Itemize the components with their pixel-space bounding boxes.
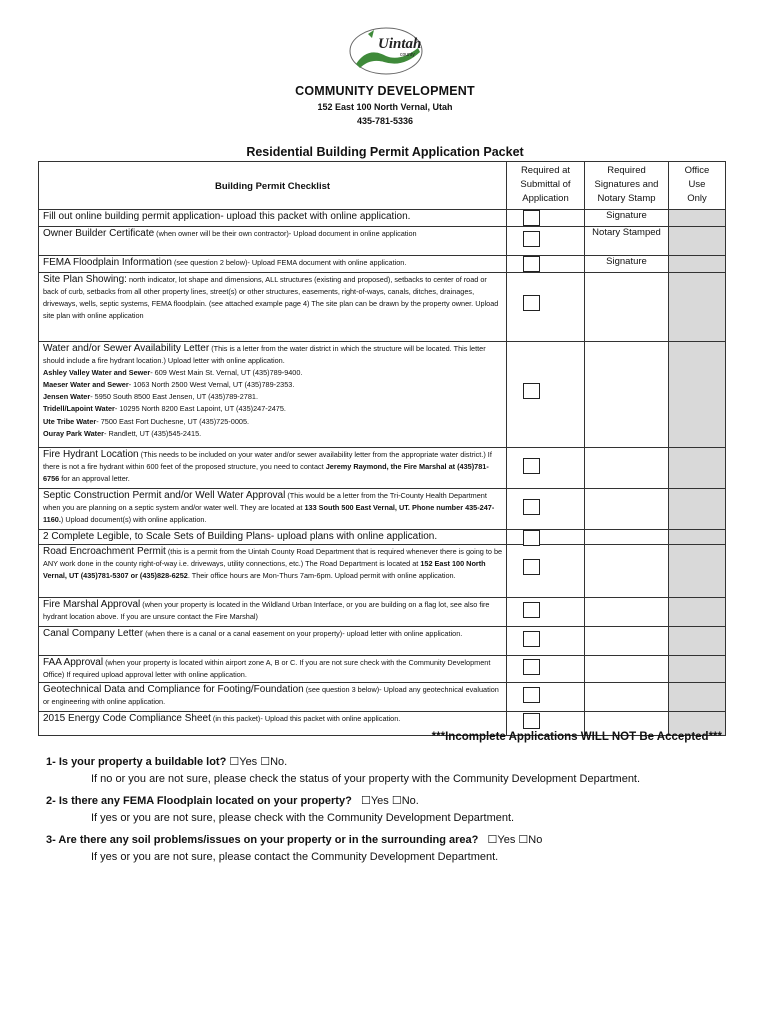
checklist-header-row	[39, 162, 726, 210]
required-signature-cell	[585, 273, 669, 342]
logo-text: Uintah	[378, 36, 422, 52]
office-use-cell	[669, 530, 726, 545]
water-district-entry	[43, 416, 503, 428]
checklist-item-description	[39, 627, 507, 656]
water-district-info: - 10295 North 8200 East Lapoint, UT (435)247-2475.	[114, 404, 286, 414]
water-district-entry	[43, 379, 503, 391]
office-use-cell	[669, 227, 726, 256]
water-district-name: Ashley Valley Water and Sewer	[43, 368, 151, 378]
question-2: 2- Is there any FEMA Floodplain located on your property? ☐Yes ☐No.	[46, 795, 419, 807]
water-district-name: Tridell/Lapoint Water	[43, 404, 115, 414]
checklist-row	[39, 627, 726, 656]
office-use-header: Office Use Only	[669, 162, 726, 210]
logo-subtext: county	[400, 52, 415, 58]
checklist-item-detail-tail: ) Upload document(s) with online application.	[60, 515, 207, 525]
submittal-checkbox[interactable]	[523, 659, 540, 675]
checklist-item-contact: 133 South 500 East Vernal, UT. Phone number 435-247-1160.	[43, 503, 495, 525]
required-signature-cell	[585, 342, 669, 448]
question-3-note: If yes or you are not sure, please contact the Community Development Department.	[91, 851, 499, 863]
water-district-info: - Randlett, UT (435)545-2415.	[103, 428, 202, 438]
question-3-options[interactable]: ☐Yes ☐No	[487, 834, 543, 846]
water-district-entry	[43, 391, 503, 403]
water-district-name: Ouray Park Water	[43, 428, 104, 438]
submittal-checkbox-cell	[507, 627, 585, 656]
submittal-checkbox-cell	[507, 545, 585, 598]
checklist-item-detail: (in this packet)- Upload this packet with online application.	[210, 714, 401, 723]
checklist-item-description	[39, 545, 507, 598]
required-signature-cell: Signature	[585, 256, 669, 273]
submittal-checkbox[interactable]	[523, 631, 540, 647]
checklist-item-title: 2015 Energy Code Compliance Sheet	[43, 713, 211, 724]
water-district-info: - 1063 North 2500 West Vernal, UT (435)789-2353.	[128, 380, 295, 390]
checklist-row	[39, 545, 726, 598]
incomplete-notice: ***Incomplete Applications WILL NOT Be Accepted***	[431, 731, 722, 743]
checklist-row	[39, 489, 726, 530]
checklist-item-title: Fire Hydrant Location	[43, 449, 139, 460]
question-1-options[interactable]: ☐Yes ☐No.	[229, 756, 288, 768]
submittal-checkbox[interactable]	[523, 713, 540, 729]
checklist-item-detail: (see question 3 below)- Upload any geotechnical evaluation or engineering with online application.	[43, 685, 499, 707]
submittal-checkbox[interactable]	[523, 559, 540, 575]
checklist-item-title: Owner Builder Certificate	[43, 228, 155, 239]
checklist-item-detail: (when owner will be their own contractor)- Upload document in online application	[154, 229, 417, 238]
water-district-info: - 7500 East Fort Duchesne, UT (435)725-0005.	[96, 416, 250, 426]
checklist-row	[39, 683, 726, 712]
submittal-checkbox[interactable]	[523, 383, 540, 399]
office-use-cell	[669, 598, 726, 627]
submittal-checkbox[interactable]	[523, 602, 540, 618]
checklist-item-description	[39, 256, 507, 273]
uintah-county-logo	[348, 26, 424, 76]
checklist-row	[39, 210, 726, 227]
submittal-checkbox[interactable]	[523, 687, 540, 703]
checklist-item-description	[39, 530, 507, 545]
checklist-item-detail: (when there is a canal or a canal easement on your property)- upload letter with online application.	[143, 629, 463, 638]
submittal-checkbox-cell	[507, 656, 585, 683]
submittal-checkbox[interactable]	[523, 458, 540, 474]
office-use-cell	[669, 489, 726, 530]
checklist-row	[39, 256, 726, 273]
checklist-row	[39, 227, 726, 256]
submittal-checkbox[interactable]	[523, 256, 540, 272]
checklist-item-contact: 152 East 100 North Vernal, UT (435)781-5307 or (435)828-6252	[43, 559, 486, 581]
office-use-cell	[669, 545, 726, 598]
org-phone: 435-781-5336	[356, 116, 414, 126]
document-title: Residential Building Permit Application Packet	[246, 145, 524, 159]
required-signature-cell	[585, 627, 669, 656]
required-signature-cell	[585, 598, 669, 627]
required-signature-cell	[585, 545, 669, 598]
checklist-row	[39, 448, 726, 489]
water-district-entry	[43, 403, 503, 415]
checklist-row	[39, 656, 726, 683]
checklist-item-description	[39, 227, 507, 256]
required-submittal-header: Required at Submittal of Application	[507, 162, 585, 210]
water-district-entry	[43, 367, 503, 379]
checklist-item-detail: (This is a letter from the water district in which the structure will be located. This letter should include a fire hydrant location.) Upload letter with online application.	[43, 344, 486, 366]
required-signature-cell: Notary Stamped	[585, 227, 669, 256]
checklist-item-title: Fire Marshal Approval	[43, 599, 141, 610]
checklist-item-title: FEMA Floodplain Information	[43, 257, 172, 268]
submittal-checkbox-cell	[507, 210, 585, 227]
checklist-row	[39, 342, 726, 448]
water-district-name: Maeser Water and Sewer	[43, 380, 129, 390]
question-2-options[interactable]: ☐Yes ☐No.	[360, 795, 419, 807]
checklist-item-title: Fill out online building permit application- upload this packet with online application.	[43, 211, 411, 222]
checklist-item-title: Septic Construction Permit and/or Well Water Approval	[43, 490, 286, 501]
org-name: COMMUNITY DEVELOPMENT	[295, 84, 475, 98]
submittal-checkbox-cell	[507, 273, 585, 342]
office-use-cell	[669, 210, 726, 227]
water-district-info: - 609 West Main St. Vernal, UT (435)789-9400.	[150, 368, 303, 378]
submittal-checkbox[interactable]	[523, 231, 540, 247]
submittal-checkbox-cell	[507, 530, 585, 545]
checklist-item-description	[39, 489, 507, 530]
water-district-info: - 5950 South 8500 East Jensen, UT (435)789-2781.	[90, 392, 258, 402]
checklist-item-detail: (when your property is located in the Wildland Urban Interface, or you are building on a flag lot, see also fire hydrant location above. If you are unsure contact the Fire Marshal)	[43, 600, 490, 622]
checklist-row	[39, 273, 726, 342]
checklist-item-title: Canal Company Letter	[43, 628, 144, 639]
question-2-note: If yes or you are not sure, please check with the Community Development Department.	[91, 812, 515, 824]
checklist-item-contact: Jeremy Raymond, the Fire Marshal at (435)781-6756	[43, 462, 489, 484]
submittal-checkbox-cell	[507, 227, 585, 256]
office-use-cell	[669, 256, 726, 273]
checklist-row	[39, 598, 726, 627]
office-use-cell	[669, 273, 726, 342]
checklist-item-detail-tail: . Their office hours are Mon-Thurs 7am-6pm. Upload permit with online application.	[187, 571, 456, 581]
submittal-checkbox-cell	[507, 448, 585, 489]
checklist-item-title: Site Plan Showing:	[43, 274, 127, 285]
submittal-checkbox[interactable]	[523, 499, 540, 515]
office-use-cell	[669, 656, 726, 683]
checklist-item-description	[39, 448, 507, 489]
submittal-checkbox-cell	[507, 683, 585, 712]
checklist-item-detail: north indicator, lot shape and dimensions, ALL structures (existing and proposed), setbacks to center of road or back of curb, setbacks from all other property lines, street(s) or other structures, easements, right-of-ways, canals, ditches, drainages, driveways, wells, septic systems, FEMA floodplain. (see attached example page 4) The site plan can be drawn by the property owner. Upload site plan with online application	[43, 275, 499, 321]
checklist-item-detail: (this is a permit from the Uintah County Road Department that is required whenever there is going to be ANY work done in the county right-of-way i.e. driveways, utility connections, etc.) The Road Department is located at	[43, 547, 503, 569]
water-district-name: Jensen Water	[43, 392, 91, 402]
checklist-item-title: Water and/or Sewer Availability Letter	[43, 343, 210, 354]
submittal-checkbox[interactable]	[523, 210, 540, 226]
submittal-checkbox-cell	[507, 598, 585, 627]
checklist-item-title: 2 Complete Legible, to Scale Sets of Building Plans- upload plans with online application.	[43, 531, 438, 542]
checklist-item-description	[39, 598, 507, 627]
checklist-item-detail: (This needs to be included on your water and/or sewer availability letter from the appropriate water district.) If there is not a fire hydrant within 600 feet of the proposed structure, you need to contact	[43, 450, 492, 472]
org-address: 152 East 100 North Vernal, Utah	[317, 102, 453, 112]
office-use-cell	[669, 683, 726, 712]
required-signature-cell	[585, 530, 669, 545]
submittal-checkbox[interactable]	[523, 295, 540, 311]
checklist-item-title: FAA Approval	[43, 657, 104, 668]
checklist-table	[38, 161, 726, 736]
checklist-item-title: Road Encroachment Permit	[43, 546, 166, 557]
required-signatures-header: Required Signatures and Notary Stamp	[585, 162, 669, 210]
checklist-item-detail: (This would be a letter from the Tri-County Health Department when you are planning on a septic system and/or water well. They are located at	[43, 491, 487, 513]
checklist-item-description	[39, 210, 507, 227]
checklist-item-title: Geotechnical Data and Compliance for Footing/Foundation	[43, 684, 304, 695]
checklist-item-description	[39, 683, 507, 712]
submittal-checkbox-cell	[507, 489, 585, 530]
office-use-cell	[669, 627, 726, 656]
checklist-item-detail: (when your property is located within airport zone A, B or C. If you are not sure check with the Community Development Office) If required upload approval letter with online application.	[43, 658, 491, 680]
checklist-column-header: Building Permit Checklist	[39, 162, 507, 210]
required-signature-cell	[585, 448, 669, 489]
question-3: 3- Are there any soil problems/issues on your property or in the surrounding area? ☐Yes ☐No	[46, 834, 543, 846]
water-district-entry	[43, 428, 503, 440]
checklist-item-description	[39, 273, 507, 342]
question-1-note: If no or you are not sure, please check the status of your property with the Community Development Department.	[91, 773, 641, 785]
question-1: 1- Is your property a buildable lot? ☐Yes ☐No.	[46, 756, 288, 768]
checklist-item-description	[39, 342, 507, 448]
submittal-checkbox-cell	[507, 256, 585, 273]
checklist-row	[39, 530, 726, 545]
office-use-cell	[669, 448, 726, 489]
required-signature-cell	[585, 656, 669, 683]
water-district-name: Ute Tribe Water	[43, 416, 97, 426]
office-use-cell	[669, 342, 726, 448]
required-signature-cell	[585, 683, 669, 712]
checklist-item-description	[39, 656, 507, 683]
submittal-checkbox-cell	[507, 342, 585, 448]
required-signature-cell: Signature	[585, 210, 669, 227]
checklist-item-detail-tail: for an approval letter.	[59, 474, 130, 484]
checklist-item-detail: (see question 2 below)- Upload FEMA document with online application.	[171, 258, 407, 267]
required-signature-cell	[585, 489, 669, 530]
